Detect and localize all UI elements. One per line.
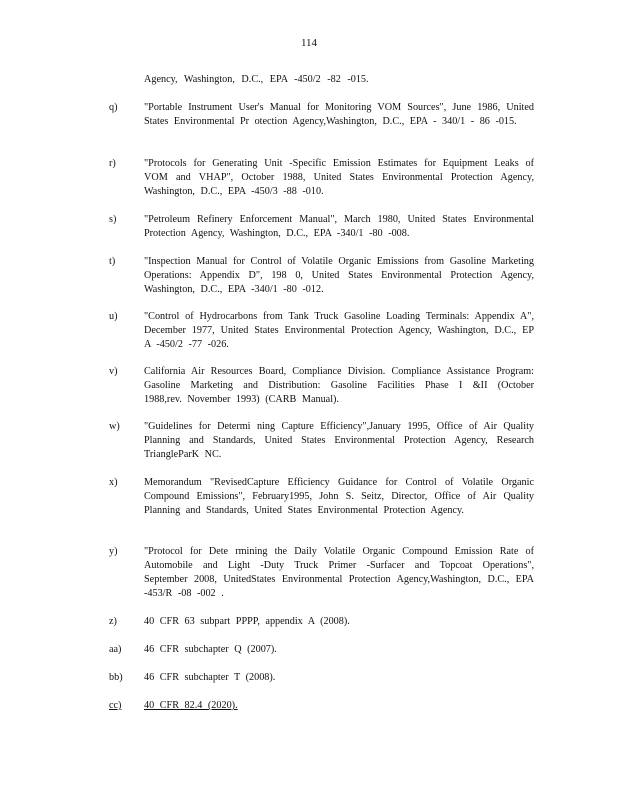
reference-text: 40 CFR 63 subpart PPPP, appendix A (2008). — [144, 616, 350, 627]
reference-text: 46 CFR subchapter Q (2007). — [144, 644, 277, 655]
reference-text: California Air Resources Board, Compliance Division. Compliance Assistance Program: Gasoline Marketing and Distribution: Gasoline Facilities Phase I &II (October 1988,rev. November 1993) (CARB Manual). — [144, 366, 534, 405]
reference-text: "Guidelines for Determi ning Capture Efficiency",January 1995, Office of Air Quality Planning and Standards, United States Environmental Protection Agency, Research TriangleParK NC. — [144, 421, 534, 460]
reference-label: aa) — [109, 644, 122, 655]
reference-text: "Protocol for Dete rmining the Daily Volatile Organic Compound Emission Rate of Automobile and Light -Duty Truck Primer -Surfacer and Topcoat Operations", September 2008, UnitedStates Environmental Protection Agency,Washington, D.C., EPA -453/R -08 -002 . — [144, 546, 534, 599]
page-number: 114 — [300, 37, 318, 49]
reference-label: w) — [109, 421, 120, 432]
reference-text: 46 CFR subchapter T (2008). — [144, 672, 276, 683]
reference-text: "Petroleum Refinery Enforcement Manual", March 1980, United States Environmental Protection Agency, Washington, D.C., EPA -340/1 -80 -008. — [144, 214, 534, 239]
reference-label: cc) — [109, 700, 122, 711]
reference-text: "Protocols for Generating Unit -Specific Emission Estimates for Equipment Leaks of VOM and VHAP", October 1988, United States Environmental Protection Agency, Washington, D.C., EPA -450/3 -88 -010. — [144, 158, 534, 197]
reference-continuation: Agency, Washington, D.C., EPA -450/2 -82 -015. — [144, 74, 369, 85]
reference-text: "Inspection Manual for Control of Volatile Organic Emissions from Gasoline Marketing Operations: Appendix D", 198 0, United States Environmental Protection Agency, Washington, D.C., EPA -340/1 -80 -012. — [144, 256, 534, 295]
reference-label: x) — [109, 477, 118, 488]
reference-label: s) — [109, 214, 117, 225]
reference-label: z) — [109, 616, 117, 627]
reference-text: "Control of Hydrocarbons from Tank Truck Gasoline Loading Terminals: Appendix A", December 1977, United States Environmental Protection Agency, Washington, D.C., EP A -450/2 -77 -026. — [144, 311, 534, 350]
reference-text: "Portable Instrument User's Manual for Monitoring VOM Sources", June 1986, United States Environmental Pr otection Agency,Washington, D.C., EPA - 340/1 - 86 -015. — [144, 102, 534, 127]
reference-label: q) — [109, 102, 118, 113]
reference-text: Memorandum "RevisedCapture Efficiency Guidance for Control of Volatile Organic Compound Emissions", February1995, John S. Seitz, Director, Office of Air Quality Planning and Standards, United States Environmental Protection Agency. — [144, 477, 534, 516]
reference-label: v) — [109, 366, 118, 377]
reference-label: u) — [109, 311, 118, 322]
reference-label: bb) — [109, 672, 123, 683]
reference-label: r) — [109, 158, 116, 169]
reference-label: t) — [109, 256, 116, 267]
reference-text: 40 CFR 82.4 (2020). — [144, 700, 238, 711]
reference-label: y) — [109, 546, 118, 557]
